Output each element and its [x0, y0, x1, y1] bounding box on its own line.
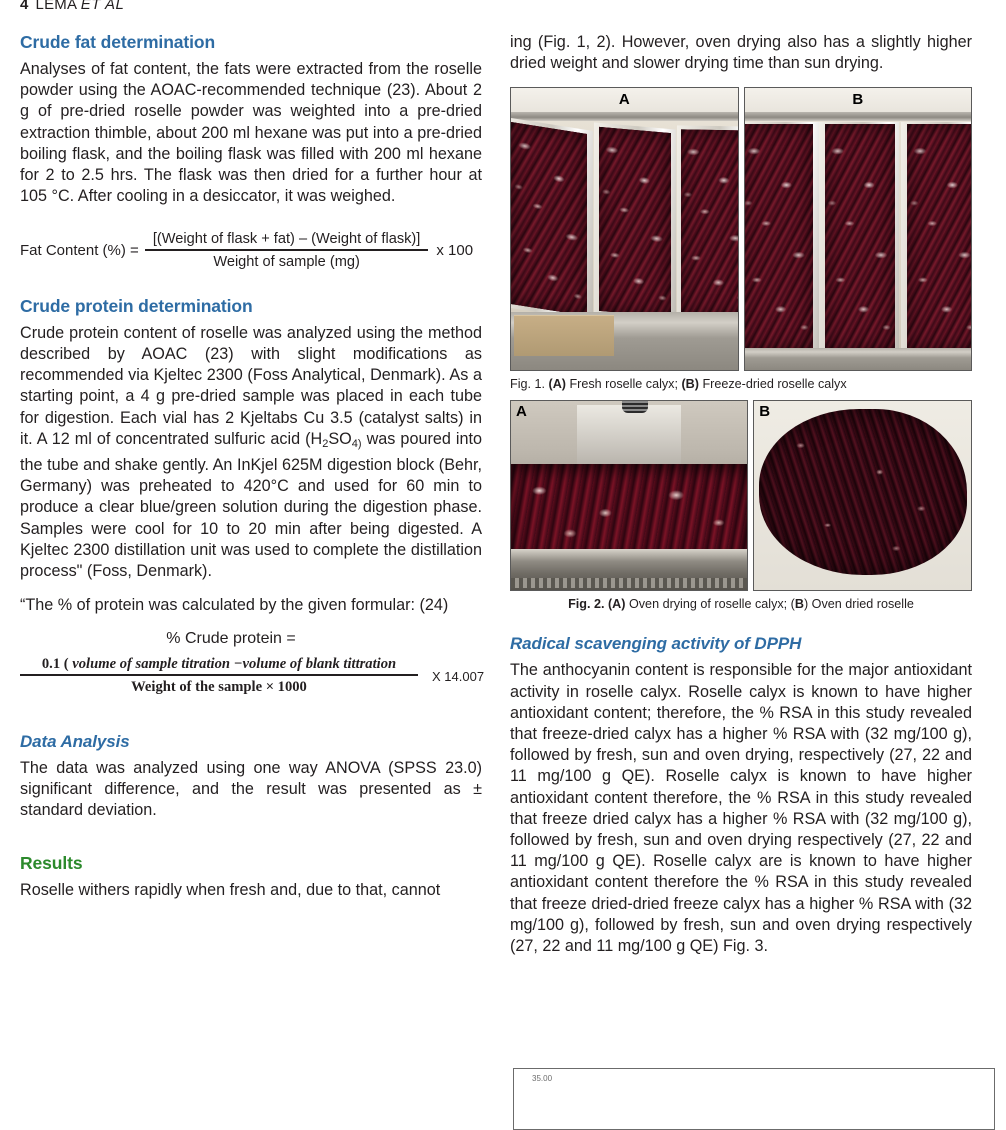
figure-1-caption-b-text: Freeze-dried roselle calyx	[698, 377, 847, 392]
equation-fat-numerator: [(Weight of flask + fat) – (Weight of flask)]	[152, 231, 421, 248]
paragraph-crude-fat: Analyses of fat content, the fats were extracted from the roselle powder using the AOAC-recommended technique (23). About 2 g of pre-dried roselle powder was weighted into a pre-dried extraction thimble, about 200 ml hexane was put into a pre-dried boiling flask, and the boiling flask was filled with 200 ml hexane for 2 to 2.5 hrs. The flask was then dried for a further hour at 105 °C. After cooling in a desiccator, it was weighed.	[20, 60, 482, 206]
equation-protein-numerator-lead: 0.1 (	[41, 656, 73, 673]
figure-1b-panel-letter: B	[852, 91, 864, 109]
figure-2b-panel-letter: B	[759, 403, 771, 421]
heading-radical-scavenging-dpph: Radical scavenging activity of DPPH	[510, 634, 802, 654]
equation-fat-lhs: Fat Content (%) =	[20, 242, 139, 260]
figure-2-caption-b-text: ) Oven dried roselle	[803, 597, 914, 612]
left-column	[20, 32, 485, 901]
figure-1-caption	[510, 376, 972, 392]
fig1b-tray-1	[744, 124, 813, 350]
figure-2-caption-label: Fig. 2.	[568, 597, 605, 612]
figure-2-caption-a-text: Oven drying of roselle calyx;	[625, 597, 791, 612]
paragraph-results: Roselle withers rapidly when fresh and, due to that, cannot	[20, 880, 441, 899]
fig2a-roselle-mass	[511, 464, 747, 553]
protein-text-part1: Crude protein content of roselle was analyzed using the method described by AOAC (23) with slight modifications as recommended via Kjeltec 2300 (Foss Analytical, Denmark). As a starting point, a 4 g pre-dried sample was placed in each tube for digestion. Each vial has 2 Kjeltabs Cu 3.5 (catalyst salts) in it. A 12 ml of concentrated sulfuric acid (H	[20, 323, 482, 448]
right-column	[510, 32, 972, 957]
paragraph-continued-from-previous: ing (Fig. 1, 2). However, oven drying also has a slightly higher dried weight and slower drying time than sun drying.	[510, 33, 972, 73]
paragraph-crude-protein	[20, 323, 482, 582]
equation-protein-denominator: Weight of the sample × 1000	[131, 679, 307, 696]
figure-2a-photo	[511, 401, 747, 590]
heading-data-analysis: Data Analysis	[20, 732, 130, 752]
equation-fat-content	[20, 231, 482, 269]
figure-1-caption-a-tag: (A)	[548, 377, 566, 392]
figure-2-panel-a	[510, 400, 748, 591]
page-number: 4	[20, 0, 29, 13]
equation-fat-fraction	[145, 231, 429, 269]
equation-protein-fraction	[20, 656, 418, 696]
protein-text-part3: was poured into the tube and shake gently. An InKjel 625M digestion block (Behr, Germany) was preheated to 420°C and used for 60 min to produce a clear blue/green solution during the digestion phase. Samples were cool for 10 to 20 min after being digested. A Kjeltec 2300 distillation unit was used to complete the distillation process" (Foss, Denmark).	[20, 429, 482, 581]
equation-crude-protein	[20, 656, 485, 696]
fig1b-tray-2	[825, 124, 895, 350]
figure-3-top-tick-label: 35.00	[532, 1074, 553, 1083]
figure-2-row	[510, 400, 972, 591]
protein-text-part2: SO	[328, 429, 352, 448]
paragraph-data-analysis: The data was analyzed using one way ANOVA (SPSS 23.0) significant difference, and the result was presented as ± standard deviation.	[20, 759, 482, 820]
figure-2-caption: Fig. 2. (A) Oven drying of roselle calyx; (B) Oven dried roselle	[568, 597, 914, 612]
figure-2-caption-b-tag: B	[794, 597, 804, 612]
fig1b-rail	[745, 112, 972, 121]
fig1a-carton	[514, 315, 614, 356]
subscript-4: 4)	[351, 437, 362, 450]
fig1a-rail	[511, 112, 738, 121]
fig1b-floor	[745, 348, 972, 370]
figure-2-caption-a-tag: (A)	[607, 597, 626, 612]
figure-1-caption-label: Fig. 1.	[510, 377, 545, 392]
paragraph-protein-formula-intro: “The % of protein was calculated by the given formular: (24)	[20, 596, 449, 615]
figure-1a-photo	[511, 88, 738, 370]
subscript-2: 2	[322, 437, 329, 450]
figure-1-panel-b	[744, 87, 973, 371]
paragraph-dpph: The anthocyanin content is responsible for the major antioxidant activity in roselle calyx. Roselle calyx is known to have higher antioxidant content; therefore, the % RSA in this study revealed that freeze-dried calyx has a higher % RSA with (32 mg/100 g), followed by fresh, sun and oven drying, respectively (27, 22 and 11 mg/100 g QE). Roselle calyx is known to have higher antioxidant content therefore, the % RSA in this study revealed that freeze dried calyx has a higher % RSA with (32 mg/100 g), followed by fresh, sun and oven drying respectively (27, 22 and 11 mg/100 g QE). Roselle calyx are is known to have higher antioxidant content therefore the % RSA in this study revealed that freeze dried-dried freeze calyx has a higher % RSA with (32 mg/100 g), followed by fresh, sun and oven drying respectively (27, 22 and 11 mg/100 g QE) Fig. 3.	[510, 661, 972, 956]
equation-fat-denominator: Weight of sample (mg)	[213, 253, 360, 270]
fig2a-lamp	[622, 400, 648, 413]
fig2b-dried-roselle-pile	[759, 409, 967, 575]
running-head-authors: LEMA	[35, 0, 77, 13]
figure-1b-photo	[745, 88, 972, 370]
figure-1-caption-a-text: Fresh roselle calyx;	[565, 377, 682, 392]
figure-2-panel-b	[753, 400, 972, 591]
heading-crude-fat-determination: Crude fat determination	[20, 32, 216, 52]
figure-1-row	[510, 87, 972, 371]
fig1a-tray-1	[511, 122, 587, 316]
heading-results: Results	[20, 852, 83, 873]
fig1a-tray-2	[599, 127, 671, 317]
figure-1-caption-b-tag: (B)	[681, 377, 699, 392]
figure-3-chart-frame	[513, 1068, 995, 1130]
fig1b-tray-3	[907, 124, 973, 350]
equation-protein-multiplier: X 14.007	[432, 668, 485, 684]
equation-protein-title: % Crude protein =	[166, 630, 296, 648]
figure-2a-panel-letter: A	[516, 403, 527, 421]
spacer-before-results	[20, 835, 482, 853]
fig2a-belt-slats	[511, 578, 747, 588]
fig1a-tray-3	[681, 130, 739, 317]
running-head-etal: ET AL	[80, 0, 125, 13]
equation-protein-numerator	[42, 656, 396, 674]
equation-fat-rhs: x 100	[436, 242, 474, 260]
equation-protein-numerator-italic: volume of sample titration −volume of blank tittration	[72, 656, 397, 673]
heading-crude-protein-determination: Crude protein determination	[20, 295, 253, 316]
running-head	[20, 0, 124, 13]
figure-1a-panel-letter: A	[618, 91, 630, 109]
spacer-before-data-analysis	[20, 704, 482, 732]
figure-2b-photo	[754, 401, 971, 590]
figure-1-panel-a	[510, 87, 739, 371]
